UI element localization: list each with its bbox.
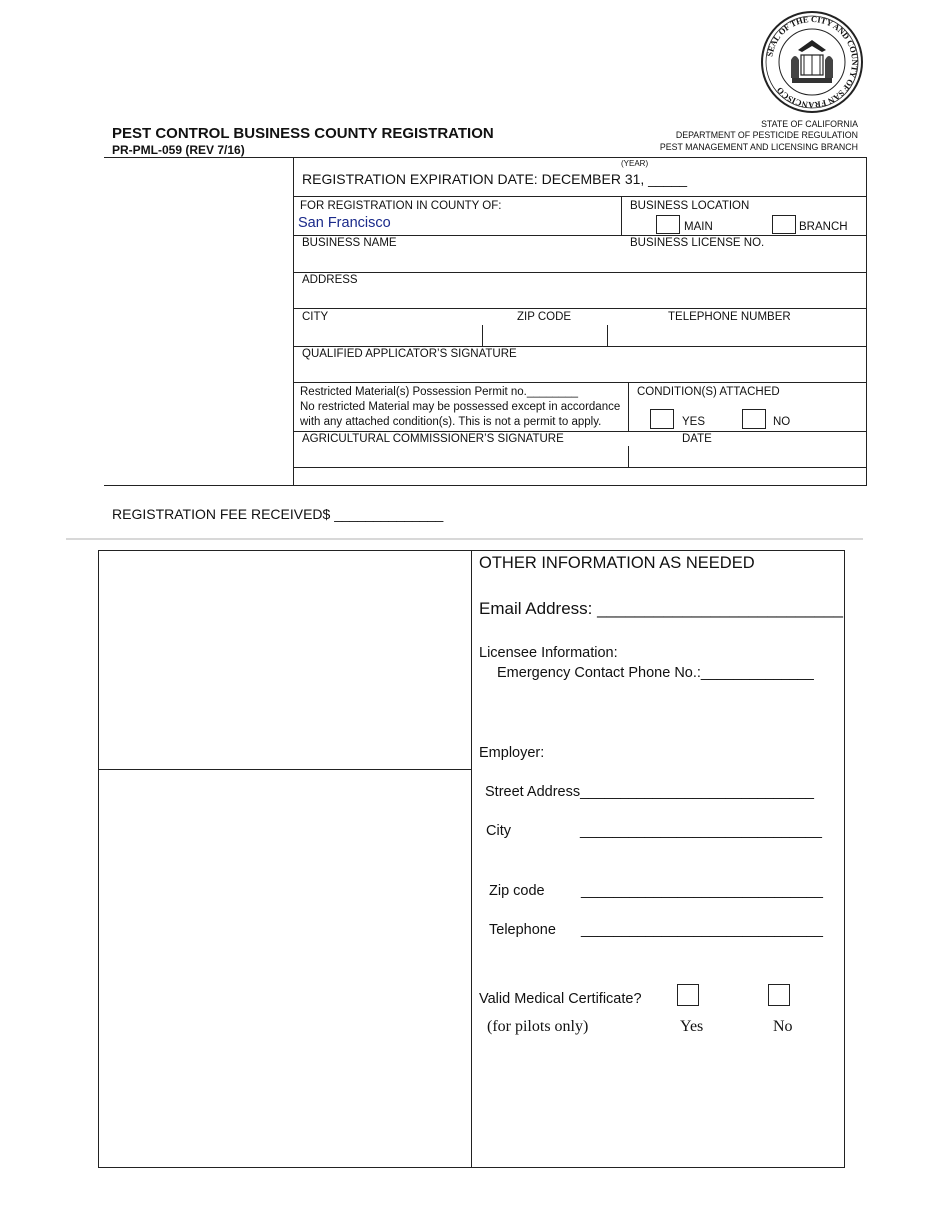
employer-telephone-field[interactable]: ______________________________ <box>581 922 823 938</box>
medical-yes-checkbox[interactable] <box>677 984 699 1006</box>
county-value[interactable]: San Francisco <box>298 215 391 231</box>
telephone-number-label: TELEPHONE NUMBER <box>668 311 791 323</box>
applicator-signature-label: QUALIFIED APPLICATOR’S SIGNATURE <box>302 348 517 360</box>
seal-text: SEAL OF THE CITY AND COUNTY OF SAN FRANCISCO <box>765 14 860 110</box>
san-francisco-seal <box>758 10 866 114</box>
conditions-yes-checkbox[interactable] <box>650 409 674 429</box>
conditions-no-label: NO <box>773 416 791 428</box>
business-license-label: BUSINESS LICENSE NO. <box>630 237 765 249</box>
branch-checkbox[interactable] <box>772 215 796 234</box>
business-name-label: BUSINESS NAME <box>302 237 397 249</box>
medical-no-label: No <box>773 1018 793 1035</box>
business-location-label: BUSINESS LOCATION <box>630 200 750 212</box>
licensee-info-label: Licensee Information: <box>479 645 618 661</box>
main-label: MAIN <box>684 221 713 233</box>
conditions-no-checkbox[interactable] <box>742 409 766 429</box>
year-label: (YEAR) <box>621 159 649 168</box>
employer-city-field[interactable]: ______________________________ <box>580 823 822 839</box>
agency-line-1: STATE OF CALIFORNIA <box>761 119 858 129</box>
form-title: PEST CONTROL BUSINESS COUNTY REGISTRATION <box>112 125 494 142</box>
employer-zip-label: Zip code <box>489 883 545 899</box>
conditions-attached-label: CONDITION(S) ATTACHED <box>637 386 780 398</box>
zip-code-label: ZIP CODE <box>517 311 572 323</box>
other-info-heading: OTHER INFORMATION AS NEEDED <box>479 554 755 572</box>
emergency-phone-field[interactable]: Emergency Contact Phone No.:______________ <box>497 665 814 681</box>
date-label: DATE <box>682 433 712 445</box>
agency-line-2: DEPARTMENT OF PESTICIDE REGULATION <box>675 130 858 140</box>
street-address-field[interactable]: Street Address_____________________________ <box>485 784 814 800</box>
address-label: ADDRESS <box>302 274 358 286</box>
medical-yes-label: Yes <box>680 1018 704 1035</box>
employer-zip-field[interactable]: ______________________________ <box>581 883 823 899</box>
employer-telephone-label: Telephone <box>489 922 556 938</box>
permit-number-label: Restricted Material(s) Possession Permit no.________ <box>300 386 579 398</box>
expiration-date-label: REGISTRATION EXPIRATION DATE: DECEMBER 31, _____ <box>302 171 688 187</box>
main-checkbox[interactable] <box>656 215 680 234</box>
permit-notice-1: No restricted Material may be possessed except in accordance <box>300 401 621 413</box>
email-address-field[interactable]: Email Address: __________________________ <box>479 599 843 618</box>
branch-label: BRANCH <box>799 221 848 233</box>
form-number: PR-PML-059 (REV 7/16) <box>112 143 245 157</box>
agency-line-3: PEST MANAGEMENT AND LICENSING BRANCH <box>659 142 858 152</box>
section-divider <box>66 538 863 540</box>
city-label: CITY <box>302 311 329 323</box>
permit-notice-2: with any attached condition(s). This is not a permit to apply. <box>300 416 602 428</box>
employer-label: Employer: <box>479 745 545 761</box>
medical-no-checkbox[interactable] <box>768 984 790 1006</box>
county-label: FOR REGISTRATION IN COUNTY OF: <box>300 200 502 212</box>
registration-fee-label: REGISTRATION FEE RECEIVED$ ______________ <box>112 506 444 522</box>
pilots-only-note: (for pilots only) <box>487 1018 589 1035</box>
medical-certificate-label: Valid Medical Certificate? <box>479 991 642 1007</box>
conditions-yes-label: YES <box>682 416 706 428</box>
employer-city-label: City <box>486 823 511 839</box>
commissioner-signature-label: AGRICULTURAL COMMISSIONER’S SIGNATURE <box>302 433 564 445</box>
